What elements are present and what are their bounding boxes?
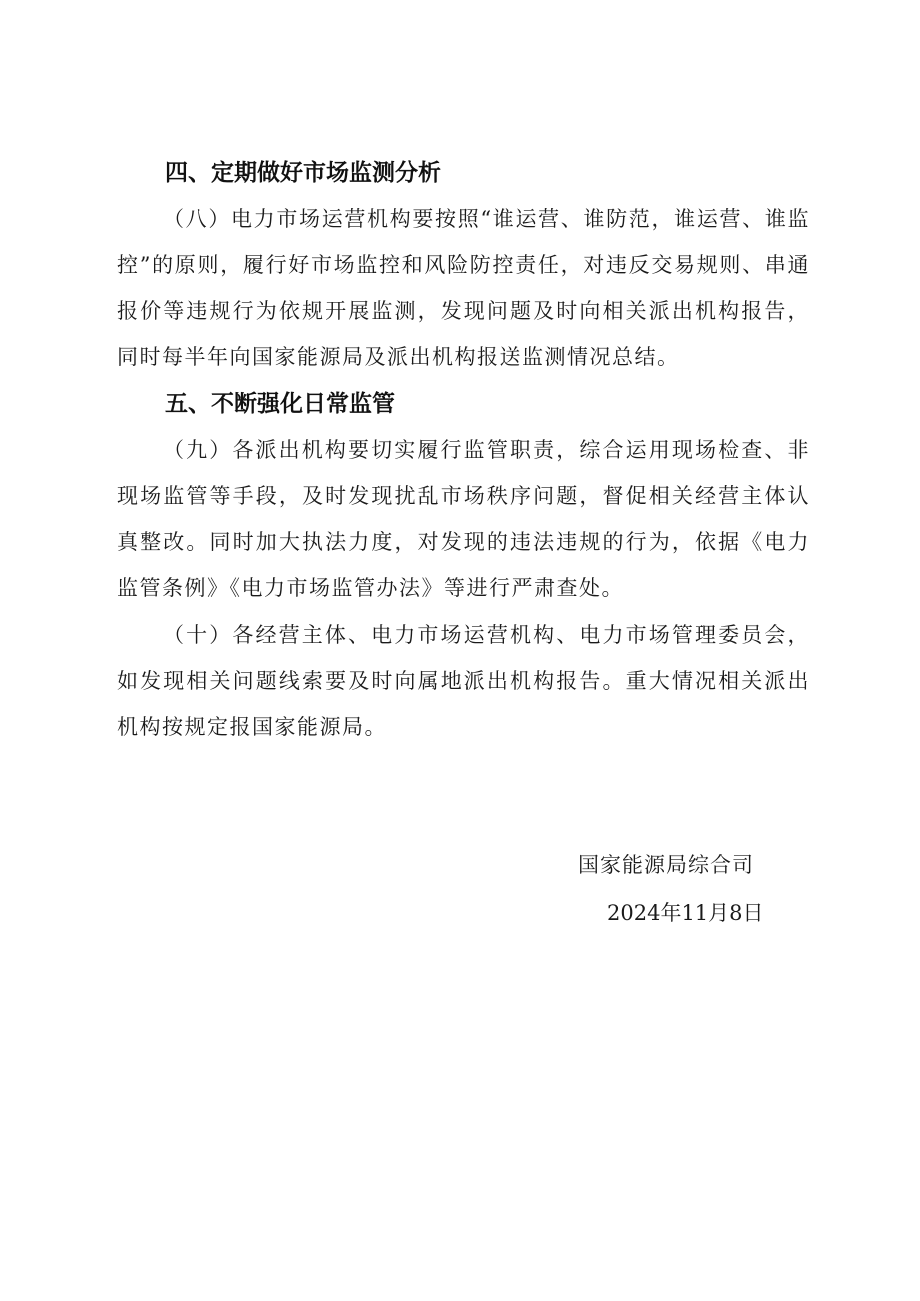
paragraph-9: （九）各派出机构要切实履行监管职责，综合运用现场检查、非现场监管等手段，及时发现扰乱市场秩序问题，督促相关经营主体认真整改。同时加大执法力度，对发现的违法违规的行为，依据《电力监管条例》《电力市场监管办法》等进行严肃查处。	[117, 438, 810, 600]
paragraph-10: （十）各经营主体、电力市场运营机构、电力市场管理委员会，如发现相关问题线索要及时向属地派出机构报告。重大情况相关派出机构按规定报国家能源局。	[117, 623, 810, 739]
paragraph-8: （八）电力市场运营机构要按照“谁运营、谁防范，谁运营、谁监控”的原则，履行好市场监控和风险防控责任，对违反交易规则、串通报价等违规行为依规开展监测，发现问题及时向相关派出机构报告，同时每半年向国家能源局及派出机构报送监测情况总结。	[117, 207, 810, 369]
section-heading-4: 四、定期做好市场监测分析	[165, 160, 441, 186]
signature-organization: 国家能源局综合司	[578, 853, 754, 877]
section-heading-5: 五、不断强化日常监管	[165, 391, 395, 417]
signature-date: 2024年11月8日	[607, 901, 764, 925]
